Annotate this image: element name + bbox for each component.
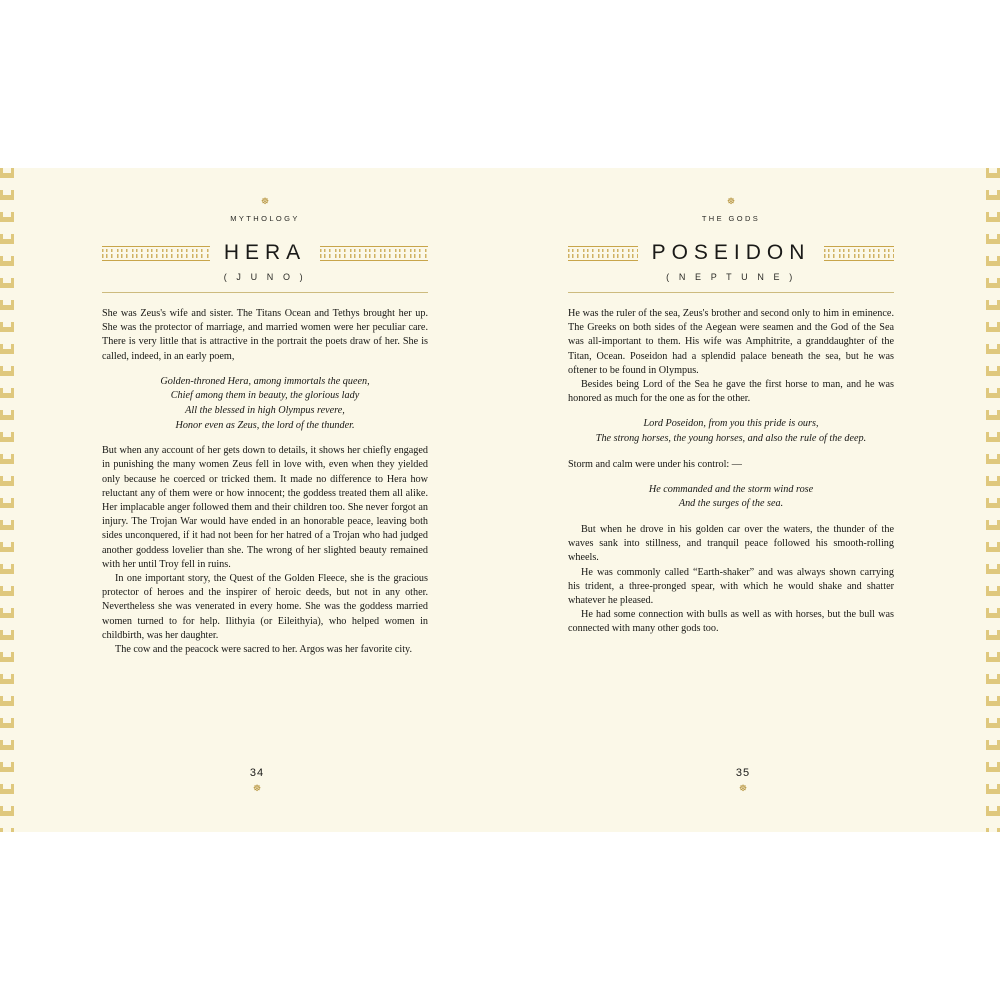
chapter-subtitle-left: ( J U N O ) — [223, 272, 307, 282]
greek-key-pattern-icon — [986, 168, 1000, 832]
divider-right — [568, 292, 894, 293]
verse-line: Golden-throned Hera, among immortals the queen, — [160, 375, 370, 387]
book-spread — [0, 168, 1000, 832]
paragraph: He was the ruler of the sea, Zeus's brother and second only to him in eminence. The Greeks on both sides of the Aegean were seamen and the God of the Sea was all-important to them. His wife was Amphitrite, a granddaughter of the Titan, Ocean. Poseidon had a splendid palace beneath the sea, but he was oftener to be found in Olympus. — [568, 308, 894, 376]
folio-right — [500, 767, 986, 794]
page-number-left: 34 — [249, 767, 265, 779]
greek-key-rule-right-b — [824, 246, 894, 261]
verse-block-right-2 — [568, 483, 894, 512]
verse-line: Lord Poseidon, from you this pride is ours, — [643, 418, 819, 430]
paragraph: But when any account of her gets down to details, it shows her chiefly engaged in punishing the many women Zeus fell in love with, even when they yielded only because he coerced or tricked them. It made no difference to Hera how reluctant any of them were or how innocent; the goddess treated them all alike. Her implacable anger followed them and their children too. She never forgot an injury. The Trojan War would have ended in an honorable peace, leaving both sides unconquered, if it had not been for her hatred of a Trojan who had judged another goddess lovelier than she. The wrong of her slighted beauty remained with her until Troy fell in ruins. — [102, 445, 428, 570]
paragraph: The cow and the peacock were sacred to her. Argos was her favorite city. — [115, 644, 413, 656]
verse-line: All the blessed in high Olympus revere, — [185, 405, 345, 416]
verse-line: Chief among them in beauty, the glorious lady — [170, 390, 360, 402]
left-edge-ornament — [0, 168, 14, 832]
ornament-icon: ☸ — [726, 196, 736, 206]
paragraph: He had some connection with bulls as well as with horses, but the bull was connected with many other gods too. — [568, 609, 894, 635]
folio-left — [14, 767, 500, 794]
verse-line: And the surges of the sea. — [678, 498, 784, 510]
body-text-left — [102, 307, 428, 657]
chapter-subtitle-right: ( N E P T U N E ) — [666, 272, 796, 282]
chapter-title-right: POSEIDON — [651, 241, 811, 264]
verse-line: He commanded and the storm wind rose — [648, 483, 814, 495]
right-edge-ornament — [986, 168, 1000, 832]
running-head-right: THE GODS — [701, 214, 761, 223]
paragraph: Besides being Lord of the Sea he gave the first horse to man, and he was honored as much for the one as for the other. — [568, 379, 894, 405]
ornament-icon: ☸ — [260, 196, 270, 206]
verse-block-left — [102, 375, 428, 433]
chapter-title-left: HERA — [223, 241, 307, 264]
body-text-right — [568, 307, 894, 637]
running-head-left: MYTHOLOGY — [230, 214, 300, 223]
chapter-title-row-right — [568, 241, 894, 265]
verse-line: The strong horses, the young horses, and also the rule of the deep. — [595, 433, 867, 445]
greek-key-rule-right-a — [568, 246, 638, 261]
verse-line: Honor even as Zeus, the lord of the thunder. — [175, 419, 355, 431]
ornament-icon: ☸ — [252, 783, 262, 793]
greek-key-rule-left-a — [102, 246, 210, 261]
ornament-icon: ☸ — [738, 783, 748, 793]
paragraph: She was Zeus's wife and sister. The Titans Ocean and Tethys brought her up. She was the protector of marriage, and married women were her peculiar care. There is very little that is attractive in the portrait the poets draw of her. She is called, indeed, in an early poem, — [102, 308, 428, 362]
chapter-title-row-left — [102, 241, 428, 265]
verse-block-right-1 — [568, 417, 894, 446]
paragraph: He was commonly called “Earth-shaker” and was always shown carrying his trident, a three-pronged spear, with which he would shake and shatter whatever he pleased. — [568, 566, 894, 607]
greek-key-pattern-icon — [0, 168, 14, 832]
paragraph: But when he drove in his golden car over the waters, the thunder of the waves sank into stillness, and tranquil peace followed his smooth-rolling wheels. — [568, 524, 894, 564]
divider-left — [102, 292, 428, 293]
greek-key-rule-left-b — [320, 246, 428, 261]
left-page — [14, 168, 500, 832]
page-number-right: 35 — [735, 767, 751, 779]
paragraph: In one important story, the Quest of the Golden Fleece, she is the gracious protector of heroes and the inspirer of heroic deeds, but not in any other. Nevertheless she was venerated in every home. She was the goddess married women turned to for help. Ilithyia (or Eileithyia), who helped women in childbirth, was her daughter. — [102, 573, 428, 641]
paragraph: Storm and calm were under his control: — — [568, 458, 742, 470]
right-page — [500, 168, 986, 832]
